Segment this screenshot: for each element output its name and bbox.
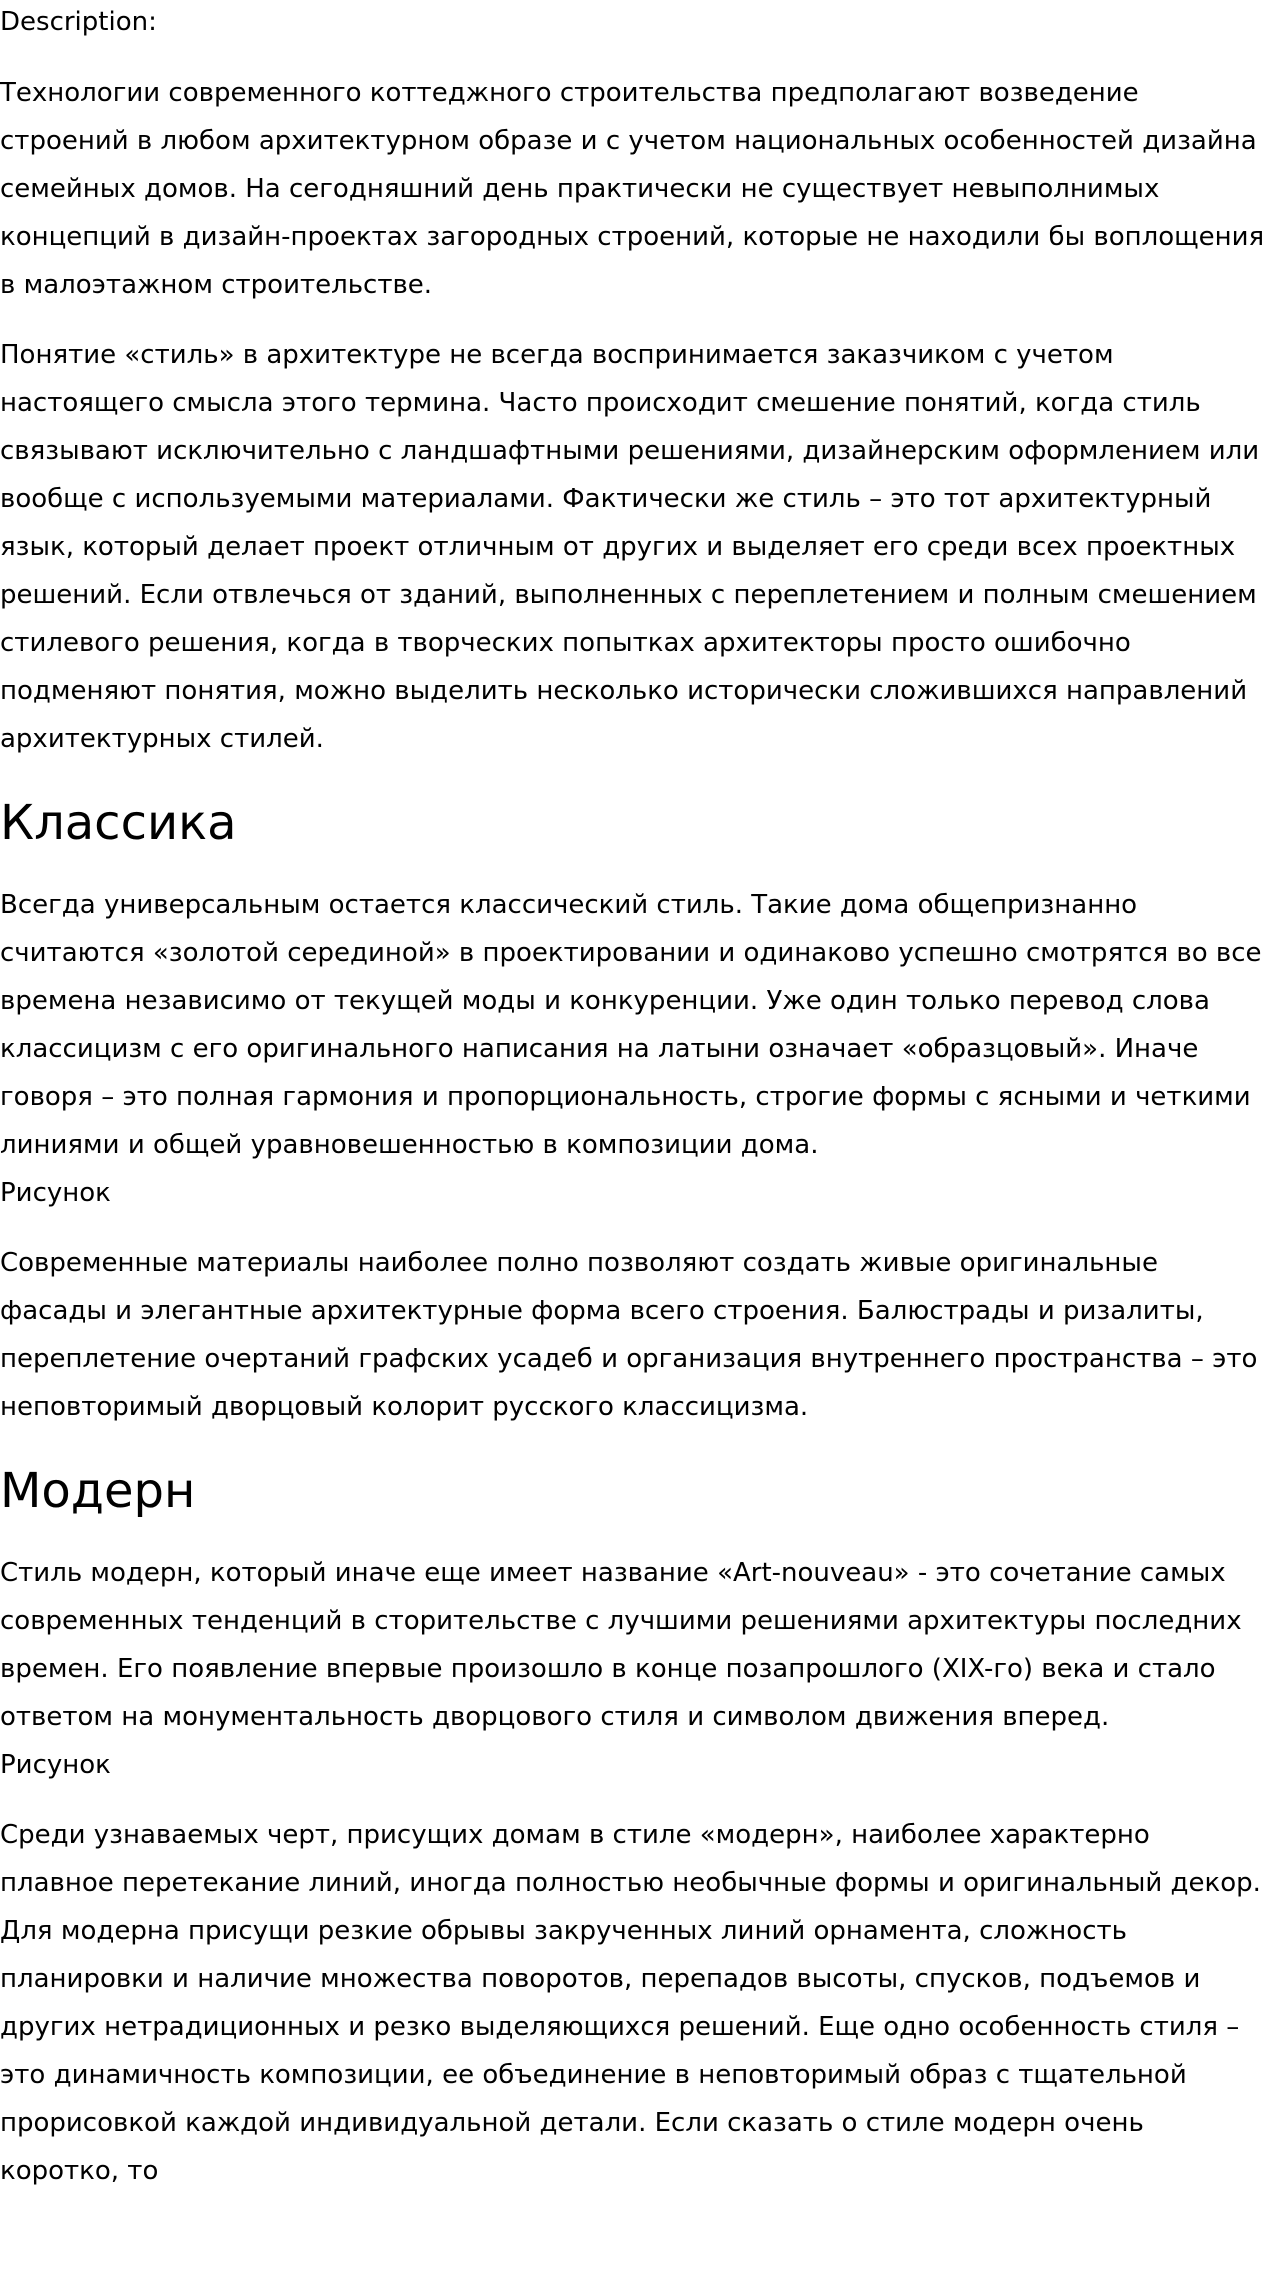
classic-figure-label: Рисунок (0, 1178, 111, 1208)
modern-figure-label: Рисунок (0, 1750, 111, 1780)
modern-paragraph-2: Среди узнаваемых черт, присущих домам в стиле «модерн», наиболее характерно плавное перетекание линий, иногда полностью необычные формы и оригинальный декор. Для модерна присущи резкие обрывы закрученных линий орнамента, сложность планировки и наличие множества поворотов, перепадов высоты, спусков, подъемов и других нетрадиционных и резко выделяющихся решений. Еще одно особенность стиля – это динамичность композиции, ее объединение в неповторимый образ с тщательной прорисовкой каждой индивидуальной детали. Если сказать о стиле модерн очень коротко, то (0, 1820, 1261, 2186)
section-classic (0, 793, 1270, 1431)
modern-paragraph-1: Стиль модерн, который иначе еще имеет название «Art-nouveau» - это сочетание самых современных тенденций в сторительстве с лучшими решениями архитектуры последних времен. Его появление впервые произошло в конце позапрошлого (XIX-го) века и стало ответом на монументальность дворцового стиля и символом движения вперед. (0, 1558, 1242, 1732)
classic-paragraph-1: Всегда универсальным остается классический стиль. Такие дома общепризнанно считаются «золотой серединой» в проектировании и одинаково успешно смотрятся во все времена независимо от текущей моды и конкуренции. Уже один только перевод слова классицизм с его оригинального написания на латыни означает «образцовый». Иначе говоря – это полная гармония и пропорциональность, строгие формы с ясными и четкими линиями и общей уравновешенностью в композиции дома. (0, 890, 1262, 1160)
section-modern (0, 1461, 1270, 2195)
description-label: Description: (0, 7, 157, 37)
intro-paragraph-2: Понятие «стиль» в архитектуре не всегда воспринимается заказчиком с учетом настоящего смысла этого термина. Часто происходит смешение понятий, когда стиль связывают исключительно с ландшафтными решениями, дизайнерским оформлением или вообще с используемыми материалами. Фактически же стиль – это тот архитектурный язык, который делает проект отличным от других и выделяет его среди всех проектных решений. Если отвлечься от зданий, выполненных с переплетением и полным смешением стилевого решения, когда в творческих попытках архитекторы просто ошибочно подменяют понятия, можно выделить несколько исторически сложившихся направлений архитектурных стилей. (0, 340, 1260, 754)
section-heading-modern: Модерн (0, 1463, 196, 1519)
intro-paragraph-1: Технологии современного коттеджного строительства предполагают возведение строений в любом архитектурном образе и с учетом национальных особенностей дизайна семейных домов. На сегодняшний день практически не существует невыполнимых концепций в дизайн-проектах загородных строений, которые не находили бы воплощения в малоэтажном строительстве. (0, 78, 1265, 300)
classic-paragraph-2: Современные материалы наиболее полно позволяют создать живые оригинальные фасады и элегантные архитектурные форма всего строения. Балюстрады и ризалиты, переплетение очертаний графских усадеб и организация внутреннего пространства – это неповторимый дворцовый колорит русского классицизма. (0, 1248, 1258, 1422)
section-heading-classic: Классика (0, 795, 237, 851)
